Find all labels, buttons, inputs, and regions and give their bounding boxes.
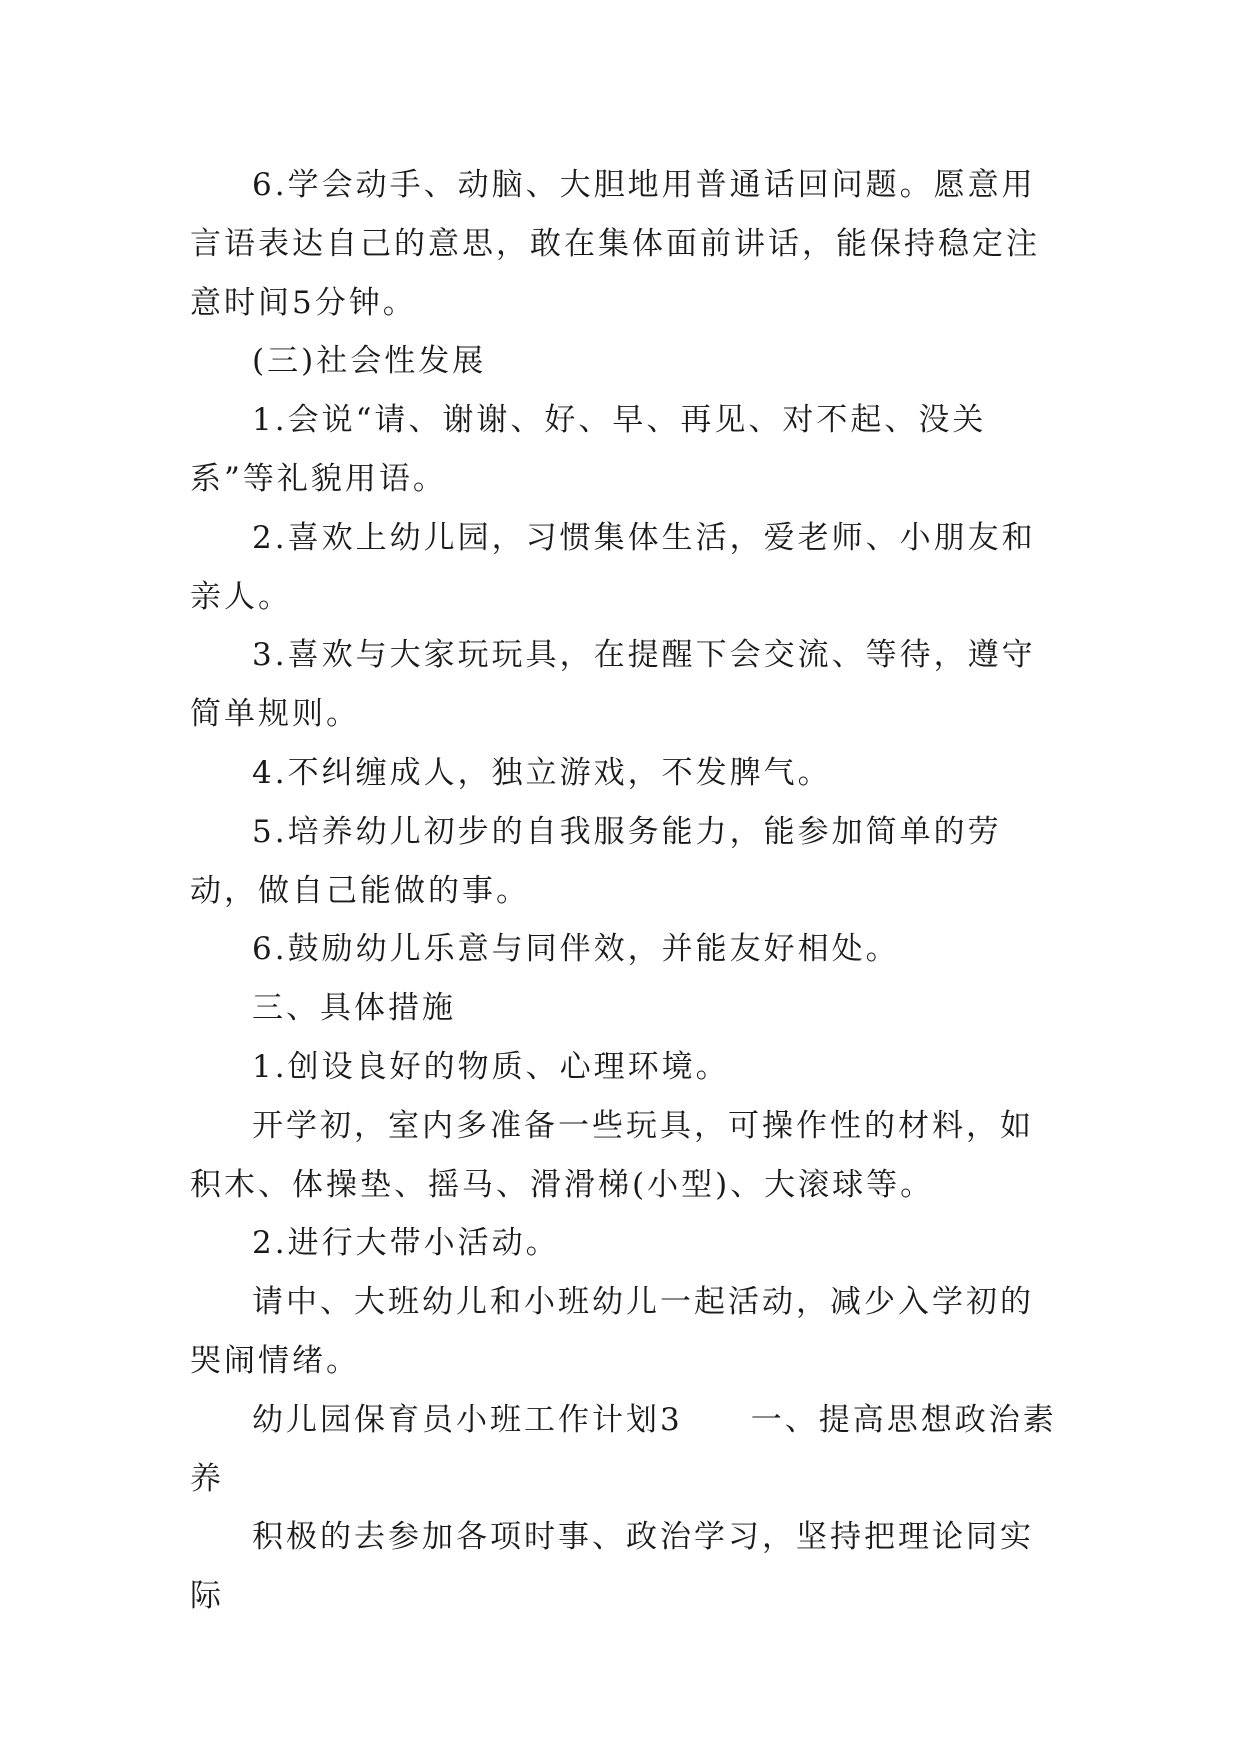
- document-body: [190, 156, 1060, 1626]
- paragraph-self-service: 5.培养幼儿初步的自我服务能力，能参加简单的劳动，做自己能做的事。: [190, 813, 1002, 909]
- paragraph-plan-3-heading: 幼儿园保育员小班工作计划3 一、提高思想政治素养: [190, 1401, 1057, 1497]
- paragraph-play-toys: 3.喜欢与大家玩玩具，在提醒下会交流、等待，遵守简单规则。: [190, 637, 1036, 733]
- paragraph-toys-materials: 开学初，室内多准备一些玩具，可操作性的材料，如积木、体操垫、摇马、滑滑梯(小型)、大滚球等。: [190, 1107, 1034, 1203]
- paragraph-independent-play: 4.不纠缠成人，独立游戏，不发脾气。: [252, 754, 832, 791]
- paragraph-joint-activities: 请中、大班幼儿和小班幼儿一起活动，减少入学初的哭闹情绪。: [190, 1284, 1034, 1379]
- paragraph-polite-words: 1.会说“请、谢谢、好、早、再见、对不起、没关系”等礼貌用语。: [190, 402, 987, 497]
- paragraph-big-with-small: 2.进行大带小活动。: [252, 1225, 560, 1262]
- paragraph-like-kindergarten: 2.喜欢上幼儿园，习惯集体生活，爱老师、小朋友和亲人。: [190, 519, 1036, 615]
- paragraph-self-expression: 6.学会动手、动脑、大胆地用普通话回问题。愿意用言语表达自己的意思，敢在集体面前讲话，能保持稳定注意时间5分钟。: [190, 167, 1040, 321]
- paragraph-peer-friendship: 6.鼓励幼儿乐意与同伴效，并能友好相处。: [252, 931, 900, 968]
- paragraph-political-study: 积极的去参加各项时事、政治学习，坚持把理论同实际: [190, 1519, 1034, 1615]
- section-heading-measures: 三、具体措施: [252, 990, 456, 1027]
- paragraph-environment: 1.创设良好的物质、心理环境。: [252, 1048, 730, 1085]
- section-heading-social-development: (三)社会性发展: [252, 343, 487, 380]
